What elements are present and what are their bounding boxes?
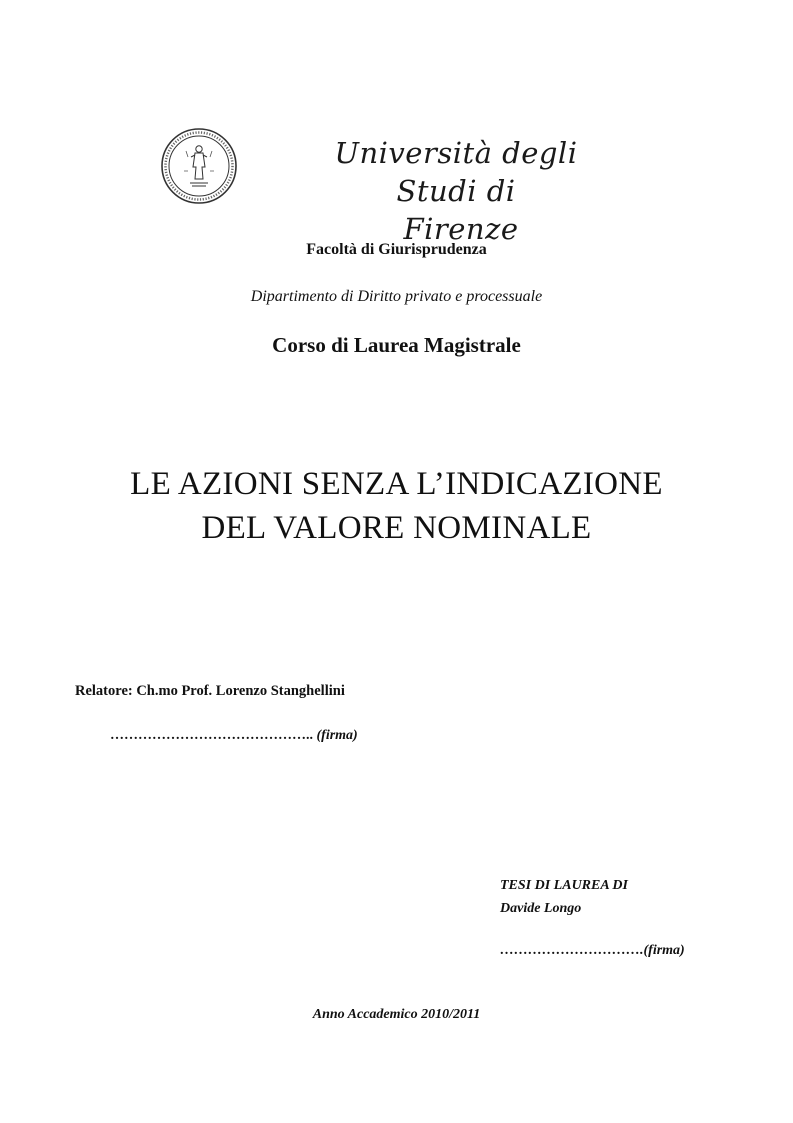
thesis-title-line2: DEL VALORE NOMINALE	[201, 510, 592, 546]
candidato-dots: ………………………….	[500, 943, 644, 958]
thesis-title-line1: LE AZIONI SENZA L’INDICAZIONE	[130, 466, 663, 502]
thesis-title	[40, 462, 753, 550]
candidato-firma: (firma)	[643, 943, 685, 958]
relatore-label: Relatore: Ch.mo Prof. Lorenzo Stanghellini	[75, 683, 345, 699]
candidato-name: Davide Longo	[500, 901, 582, 916]
university-line1: Università degli Studi di	[334, 136, 578, 208]
anno-accademico: Anno Accademico 2010/2011	[312, 1007, 481, 1022]
relatore-dots: ……………………………………..	[110, 728, 313, 743]
relatore-firma: (firma)	[316, 728, 358, 743]
candidato-signature-line	[500, 943, 685, 959]
facolta-heading: Facoltà di Giurisprudenza	[306, 241, 487, 258]
dipartimento-heading: Dipartimento di Diritto privato e processuale	[250, 288, 543, 305]
candidato-label: TESI DI LAUREA DI	[500, 878, 628, 893]
university-seal-icon	[160, 127, 238, 205]
university-title	[296, 134, 616, 248]
relatore-signature-line	[110, 728, 358, 744]
corso-heading: Corso di Laurea Magistrale	[272, 333, 521, 357]
university-line2: Firenze	[403, 212, 519, 246]
